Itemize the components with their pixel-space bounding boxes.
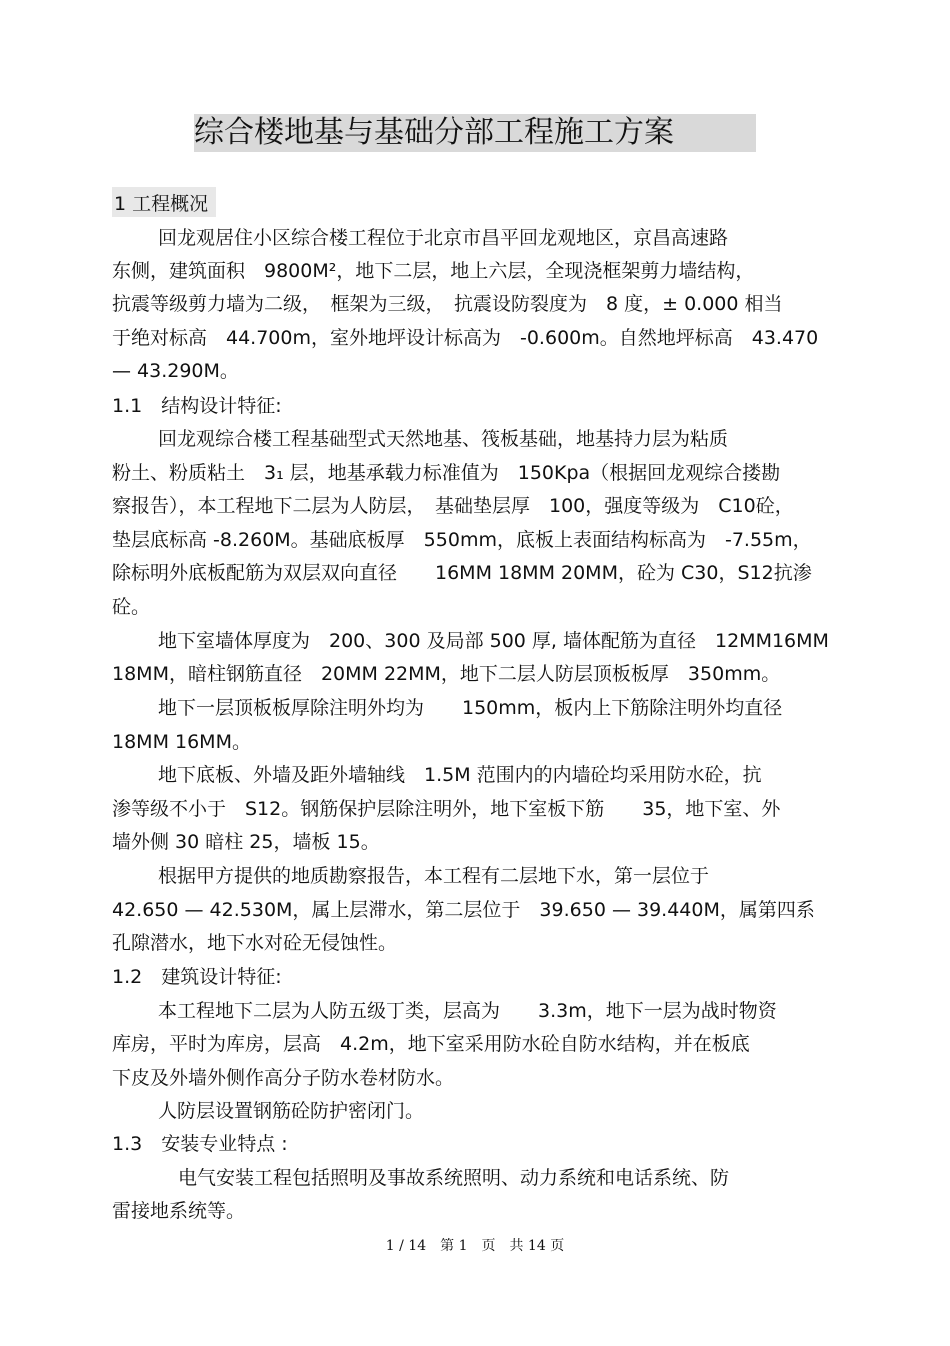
paragraph-line: 下皮及外墙外侧作高分子防水卷材防水。	[112, 1067, 455, 1089]
subsection-heading-1-3: 1.3 安装专业特点 :	[112, 1133, 288, 1155]
document-title: 综合楼地基与基础分部工程施工方案	[194, 114, 756, 152]
paragraph-line: 回龙观综合楼工程基础型式天然地基、筏板基础，地基持力层为粘质	[158, 428, 729, 450]
section-heading-1: 1 工程概况	[114, 193, 209, 215]
paragraph-line: 墙外侧 30 暗柱 25，墙板 15。	[112, 831, 380, 853]
paragraph-line: 18MM，暗柱钢筋直径 20MM 22MM，地下二层人防层顶板板厚 350mm。	[112, 663, 781, 685]
paragraph-line: 砼。	[112, 596, 151, 618]
paragraph-line: 人防层设置钢筋砼防护密闭门。	[158, 1100, 425, 1122]
paragraph-line: 回龙观居住小区综合楼工程位于北京市昌平回龙观地区，京昌高速路	[158, 227, 729, 249]
paragraph-line: 渗等级不小于 S12。钢筋保护层除注明外，地下室板下筋 35，地下室、外	[112, 798, 781, 820]
paragraph-line: 本工程地下二层为人防五级丁类，层高为 3.3m，地下一层为战时物资	[158, 1000, 777, 1022]
paragraph-line: 粉土、粉质粘土 3₁ 层，地基承载力标准值为 150Kpa（根据回龙观综合搂勘	[112, 462, 781, 484]
paragraph-line: 地下室墙体厚度为 200、300 及局部 500 厚, 墙体配筋为直径 12MM16MM	[158, 630, 829, 652]
paragraph-line: 垫层底标高 -8.260M。基础底板厚 550mm，底板上表面结构标高为 -7.55m，	[112, 529, 812, 551]
paragraph-line: — 43.290M。	[112, 360, 239, 382]
paragraph-line: 除标明外底板配筋为双层双向直径 16MM 18MM 20MM，砼为 C30，S12抗渗	[112, 562, 812, 584]
paragraph-line: 察报告），本工程地下二层为人防层， 基础垫层厚 100，强度等级为 C10砼，	[112, 495, 794, 517]
paragraph-line: 电气安装工程包括照明及事故系统照明、动力系统和电话系统、防	[178, 1167, 730, 1189]
paragraph-line: 18MM 16MM。	[112, 731, 251, 753]
subsection-heading-1-2: 1.2 建筑设计特征:	[112, 966, 282, 988]
paragraph-line: 根据甲方提供的地质勘察报告，本工程有二层地下水，第一层位于	[158, 865, 710, 887]
paragraph-line: 于绝对标高 44.700m，室外地坪设计标高为 -0.600m。自然地坪标高 43.470	[112, 327, 819, 349]
paragraph-line: 抗震等级剪力墙为二级， 框架为三级， 抗震设防裂度为 8 度，± 0.000 相当	[112, 293, 783, 315]
subsection-heading-1-1: 1.1 结构设计特征:	[112, 395, 282, 417]
paragraph-line: 地下一层顶板板厚除注明外均为 150mm，板内上下筋除注明外均直径	[158, 697, 783, 719]
paragraph-line: 42.650 — 42.530M，属上层滞水，第二层位于 39.650 — 39.440M，属第四系	[112, 899, 815, 921]
page-footer: 1 / 14 第 1 页 共 14 页	[385, 1238, 565, 1254]
paragraph-line: 孔隙潜水，地下水对砼无侵蚀性。	[112, 932, 398, 954]
paragraph-line: 雷接地系统等。	[112, 1200, 246, 1222]
paragraph-line: 东侧，建筑面积 9800M²，地下二层，地上六层，全现浇框架剪力墙结构，	[112, 260, 755, 282]
paragraph-line: 地下底板、外墙及距外墙轴线 1.5M 范围内的内墙砼均采用防水砼，抗	[158, 764, 762, 786]
paragraph-line: 库房，平时为库房，层高 4.2m，地下室采用防水砼自防水结构，并在板底	[112, 1033, 750, 1055]
